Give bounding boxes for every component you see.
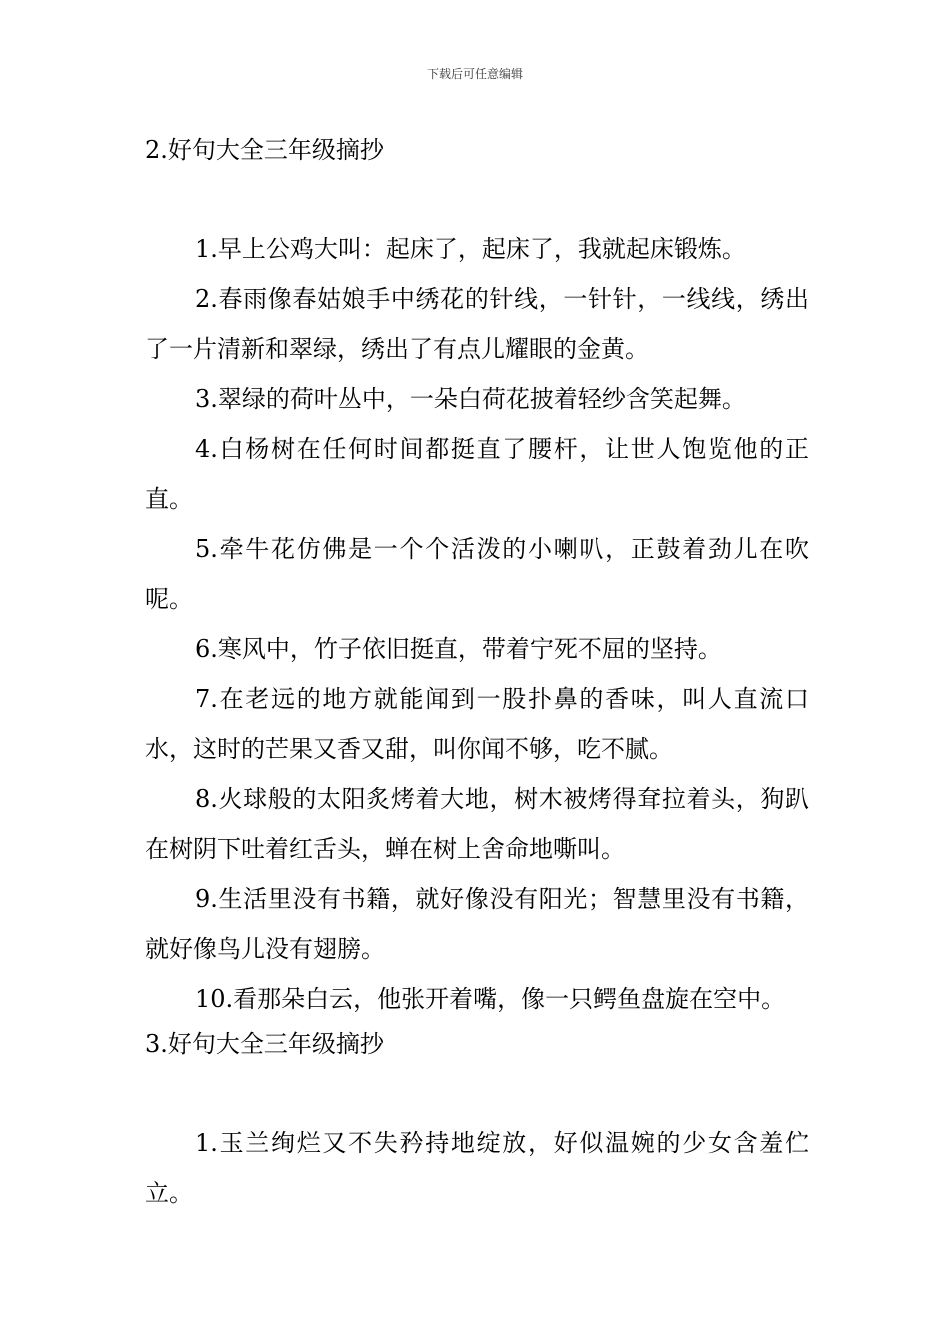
sentence-item: 4.白杨树在任何时间都挺直了腰杆，让世人饱览他的正直。	[145, 435, 809, 513]
section-title: 3.好句大全三年级摘抄	[145, 1030, 384, 1058]
section-gap	[145, 170, 809, 224]
sentence-item: 6.寒风中，竹子依旧挺直，带着宁死不屈的坚持。	[195, 635, 722, 663]
sentence-item: 1.玉兰绚烂又不失矜持地绽放，好似温婉的少女含羞伫立。	[145, 1129, 809, 1207]
section-gap	[145, 1064, 809, 1118]
header-note: 下载后可任意编辑	[426, 67, 523, 81]
sentence-item: 10.看那朵白云，他张开着嘴，像一只鳄鱼盘旋在空中。	[195, 985, 786, 1013]
sentence-item: 8.火球般的太阳炙烤着大地，树木被烤得耷拉着头，狗趴在树阴下吐着红舌头，蝉在树上舍命地嘶叫。	[145, 785, 809, 863]
sentence-item: 5.牵牛花仿佛是一个个活泼的小喇叭，正鼓着劲儿在吹呢。	[145, 535, 809, 613]
sentence-item: 2.春雨像春姑娘手中绣花的针线，一针针，一线线，绣出了一片清新和翠绿，绣出了有点儿耀眼的金黄。	[145, 285, 809, 363]
document-body	[145, 130, 809, 1218]
sentence-item: 1.早上公鸡大叫：起床了，起床了，我就起床锻炼。	[195, 235, 746, 263]
section-title: 2.好句大全三年级摘抄	[145, 136, 384, 164]
sentence-item: 3.翠绿的荷叶丛中，一朵白荷花披着轻纱含笑起舞。	[195, 385, 746, 413]
sentence-item: 9.生活里没有书籍，就好像没有阳光；智慧里没有书籍，就好像鸟儿没有翅膀。	[145, 885, 809, 963]
sentence-item: 7.在老远的地方就能闻到一股扑鼻的香味，叫人直流口水，这时的芒果又香又甜，叫你闻不够，吃不腻。	[145, 685, 809, 763]
